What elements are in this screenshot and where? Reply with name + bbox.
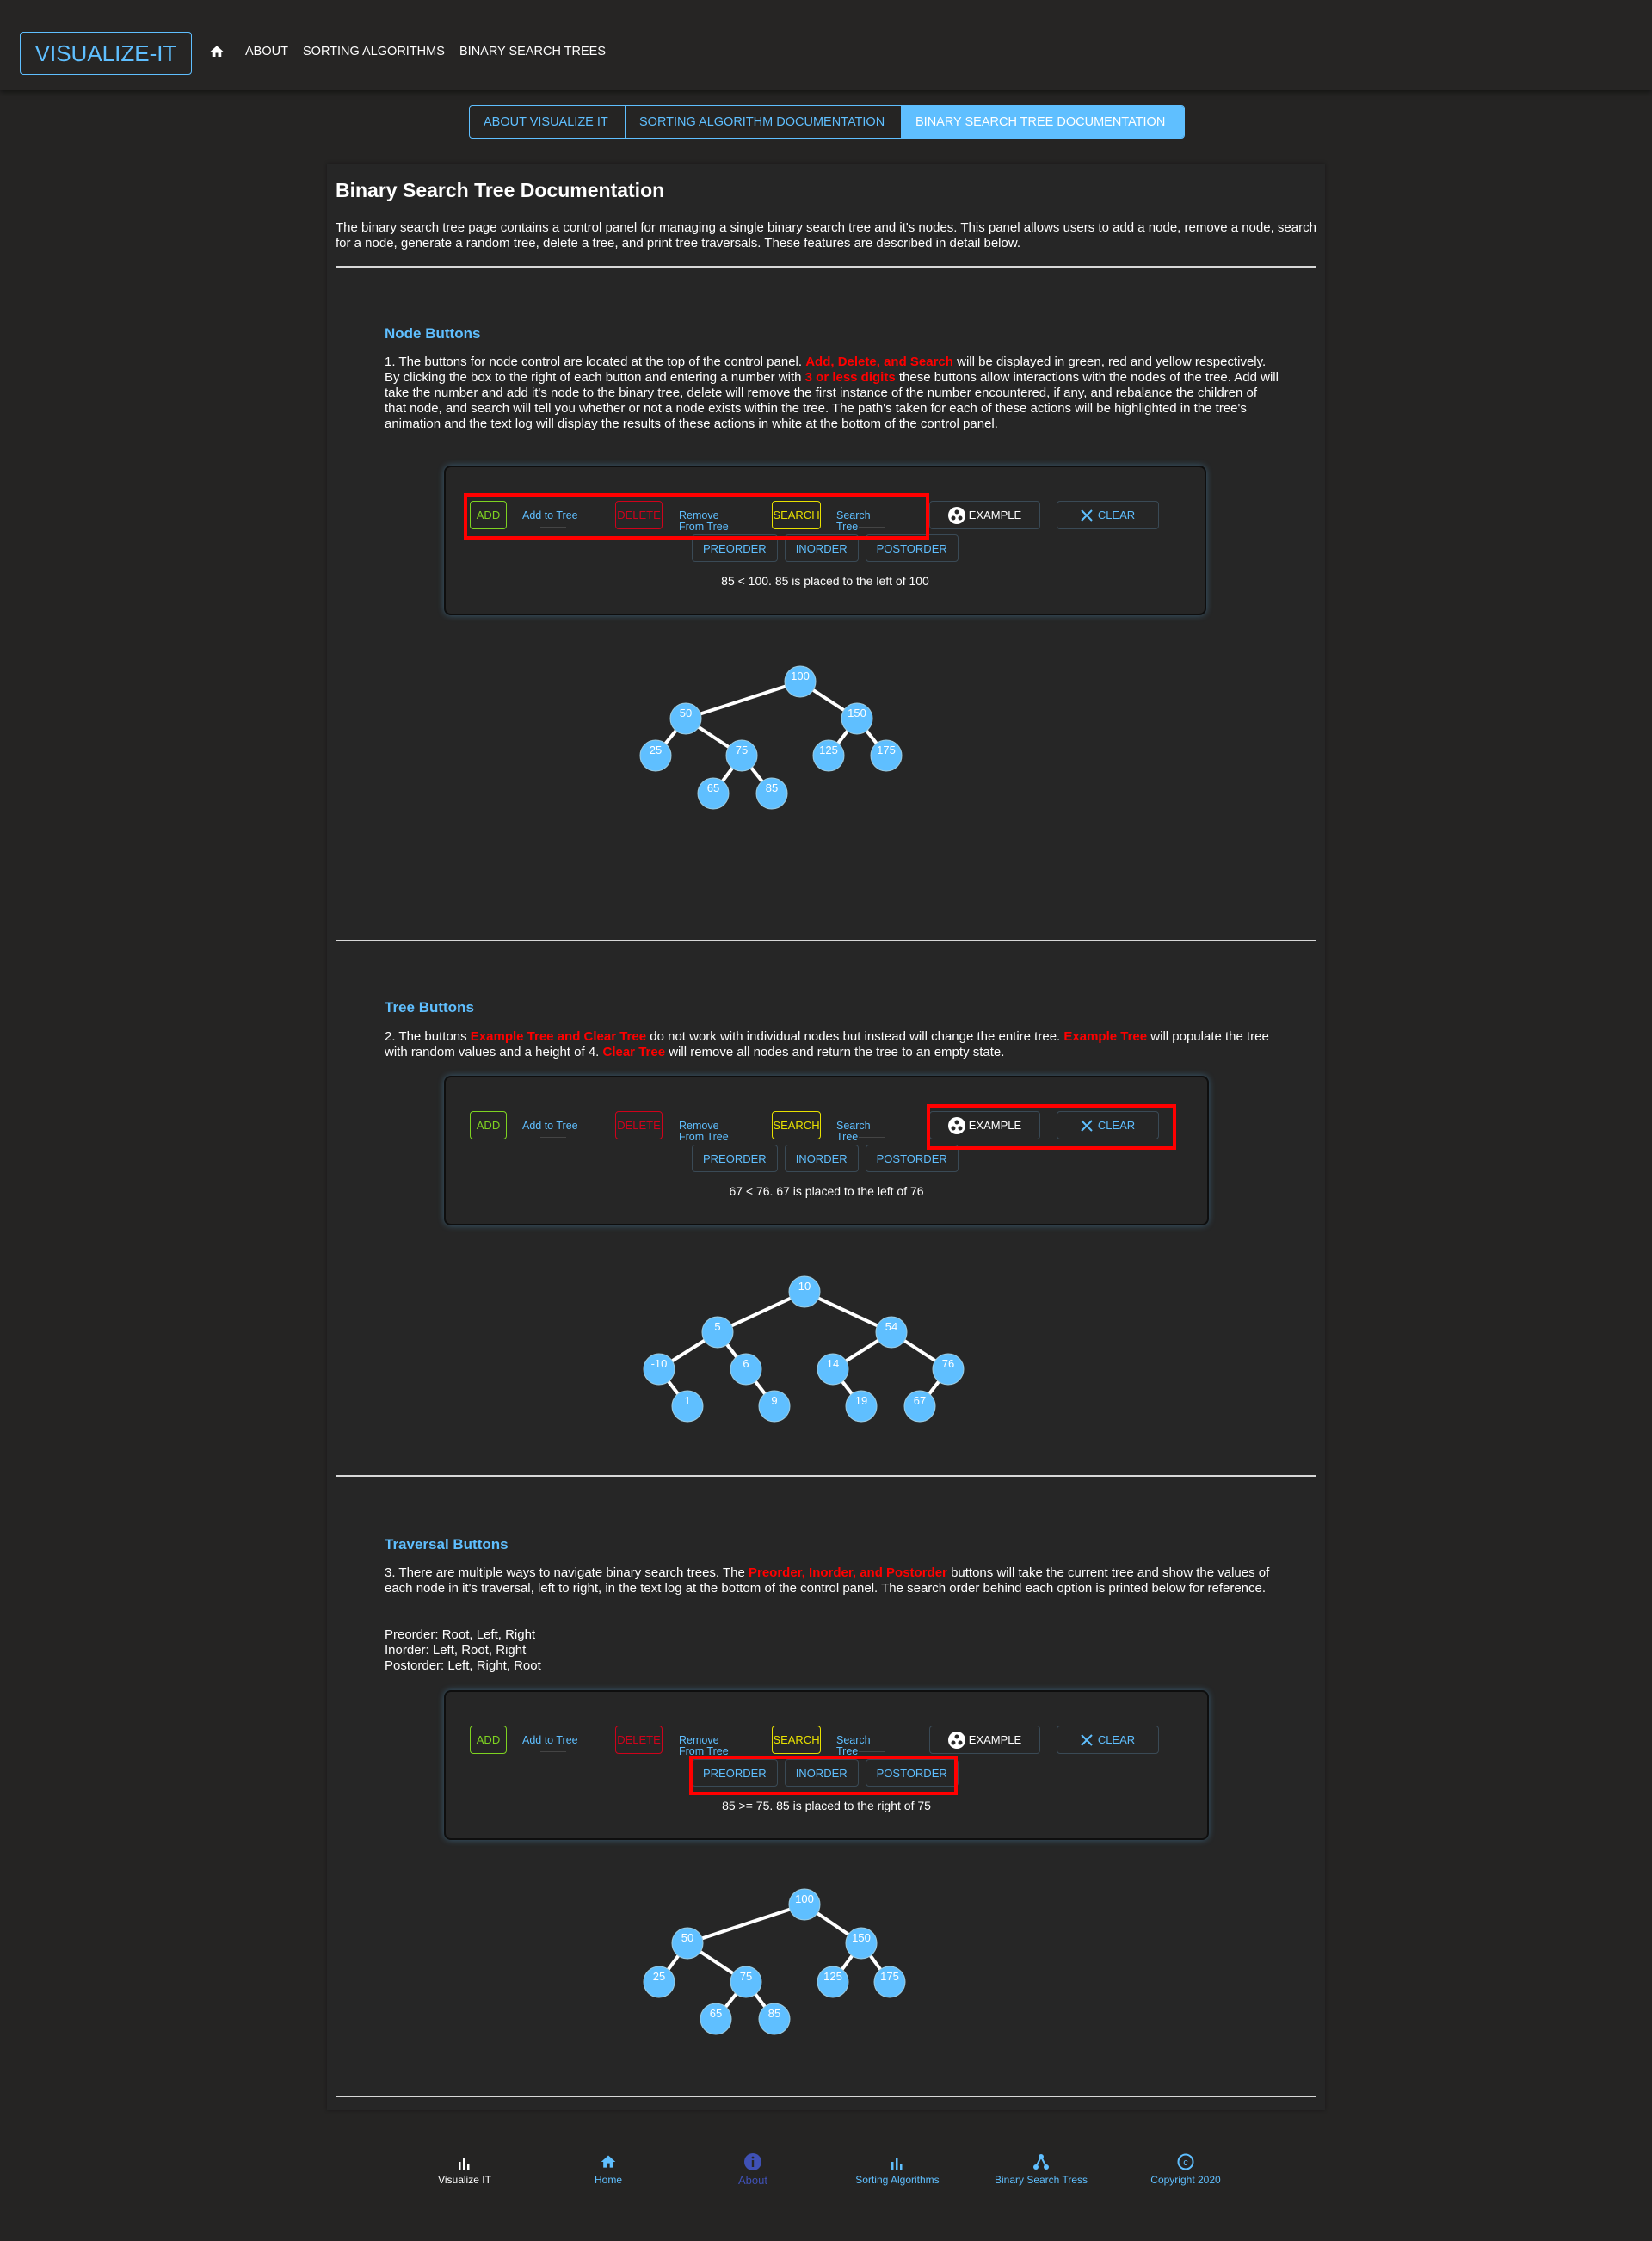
section-heading: Tree Buttons bbox=[385, 999, 474, 1016]
tree-node bbox=[702, 1317, 733, 1348]
tree-node bbox=[726, 740, 757, 771]
intro-text: The binary search tree page contains a control panel for managing a single binary search tree and it's nodes. This panel allows users to add a node, remove a node, search for a node, generate a random tree, delete a tree, and print tree traversals. These features are described in detail below. bbox=[336, 220, 1316, 250]
text: will remove all nodes and return the tree to an empty state. bbox=[665, 1045, 1005, 1059]
example-tree-icon bbox=[948, 1732, 965, 1749]
tree-node-label: 54 bbox=[885, 1320, 898, 1333]
tree-icon bbox=[964, 2151, 1119, 2170]
add-button[interactable]: ADD bbox=[470, 1111, 507, 1139]
tree-node bbox=[670, 703, 701, 734]
bar-chart-icon bbox=[387, 2151, 542, 2170]
tree-node bbox=[644, 1354, 675, 1385]
tree-node-label: 75 bbox=[739, 1970, 753, 1983]
clear-label: CLEAR bbox=[1097, 1733, 1136, 1746]
text: 2. The buttons bbox=[385, 1029, 471, 1044]
tree-node bbox=[785, 666, 816, 697]
tree-node bbox=[730, 1966, 761, 1997]
tree-edge bbox=[687, 1905, 804, 1943]
text: these buttons allow interactions with the nodes of the tree. Add will take the number and add it's node to the binary tree, delete will remove the first instance of the number encountered, if any, and rebalance the children of that node, and search will tell you whether or not a node exists within the tree. The path's taken for each of these actions will be highlighted in the tree's animation and the text log will display the results of these actions in white at the bottom of the control panel. bbox=[385, 370, 1279, 431]
delete-button[interactable]: DELETE bbox=[615, 1726, 663, 1754]
tree-node-label: -10 bbox=[650, 1357, 668, 1370]
nav-about[interactable]: ABOUT bbox=[245, 45, 288, 59]
delete-input-label[interactable]: Remove From Tree bbox=[679, 1120, 729, 1143]
example-label: EXAMPLE bbox=[968, 1733, 1022, 1746]
delete-button[interactable]: DELETE bbox=[615, 501, 663, 529]
clear-button[interactable] bbox=[1057, 1726, 1159, 1754]
text: buttons will take the current tree and show the values of each node in it's traversal, left to right, in the text log at the bottom of the control panel. The search order behind each option is printed below for reference. bbox=[385, 1565, 1270, 1596]
tree-node bbox=[841, 703, 872, 734]
tree-node-label: 85 bbox=[767, 2007, 781, 2020]
text: will be displayed in green, red and yellow respectively. By clicking the box to the right of each button and entering a number with bbox=[385, 355, 1267, 385]
tab-sorting-docs[interactable]: SORTING ALGORITHM DOCUMENTATION bbox=[626, 106, 902, 138]
tree-node bbox=[789, 1276, 820, 1307]
close-icon bbox=[1081, 1734, 1093, 1746]
info-icon bbox=[675, 2151, 830, 2170]
tree-node bbox=[846, 1391, 877, 1422]
search-button[interactable]: SEARCH bbox=[772, 1726, 821, 1754]
nav-binary-search-trees[interactable]: BINARY SEARCH TREES bbox=[459, 45, 607, 59]
tree-node-label: 10 bbox=[798, 1280, 811, 1293]
tab-about[interactable]: ABOUT VISUALIZE IT bbox=[470, 106, 626, 138]
highlight-text: Preorder, Inorder, and Postorder bbox=[749, 1565, 947, 1580]
tree-node-label: 100 bbox=[795, 1892, 814, 1905]
example-label: EXAMPLE bbox=[968, 509, 1022, 522]
tree-node-label: 175 bbox=[877, 744, 896, 756]
tree-node bbox=[876, 1317, 907, 1348]
tree-node bbox=[672, 1391, 703, 1422]
highlight-text: 3 or less digits bbox=[804, 370, 896, 385]
footer-copyright bbox=[1108, 2151, 1263, 2186]
tree-node-label: 76 bbox=[941, 1357, 955, 1370]
copyright-icon bbox=[1108, 2151, 1263, 2170]
tab-bst-docs[interactable]: BINARY SEARCH TREE DOCUMENTATION bbox=[902, 106, 1184, 138]
inorder-button[interactable]: INORDER bbox=[785, 1759, 859, 1787]
search-input-label[interactable]: Search Tree bbox=[836, 509, 871, 533]
tree-node-label: 125 bbox=[819, 744, 838, 756]
tree-node bbox=[789, 1889, 820, 1920]
example-label: EXAMPLE bbox=[968, 1119, 1022, 1132]
tree-node-label: 65 bbox=[709, 2007, 723, 2020]
footer-label: Binary Search Tress bbox=[994, 2174, 1088, 2186]
highlight-box bbox=[689, 1756, 958, 1795]
preorder-button[interactable]: PREORDER bbox=[692, 534, 778, 562]
tree-node-label: 67 bbox=[913, 1394, 927, 1407]
tree-node bbox=[730, 1354, 761, 1385]
example-button[interactable] bbox=[929, 1726, 1040, 1754]
tree-node-label: 6 bbox=[743, 1357, 749, 1370]
add-input[interactable] bbox=[540, 1751, 566, 1752]
tree-node-label: 9 bbox=[771, 1394, 778, 1407]
text-log: 67 < 76. 67 is placed to the left of 76 bbox=[729, 1184, 924, 1198]
page-title: Binary Search Tree Documentation bbox=[336, 179, 665, 201]
tree-edge bbox=[686, 682, 800, 719]
delete-button[interactable]: DELETE bbox=[615, 1111, 663, 1139]
inorder-text: Inorder: Left, Root, Right bbox=[385, 1643, 527, 1658]
tree-node bbox=[698, 778, 729, 809]
tree-node bbox=[756, 778, 787, 809]
preorder-button[interactable]: PREORDER bbox=[692, 1759, 778, 1787]
inorder-button[interactable]: INORDER bbox=[785, 1145, 859, 1172]
inorder-button[interactable]: INORDER bbox=[785, 534, 859, 562]
clear-label: CLEAR bbox=[1097, 1119, 1136, 1132]
tree-node-label: 5 bbox=[714, 1320, 721, 1333]
search-input-label[interactable]: Search Tree bbox=[836, 1734, 871, 1757]
delete-input-label[interactable]: Remove From Tree bbox=[679, 1734, 729, 1757]
footer-sorting[interactable] bbox=[820, 2151, 975, 2186]
footer-visualize-it[interactable] bbox=[387, 2151, 542, 2186]
traversal-orders bbox=[385, 1627, 1279, 1674]
tree-node-label: 85 bbox=[765, 781, 779, 794]
tree-node-label: 150 bbox=[852, 1931, 871, 1944]
text: 3. There are multiple ways to navigate binary search trees. The bbox=[385, 1565, 749, 1580]
bar-chart-icon bbox=[820, 2151, 975, 2170]
logo-button[interactable]: VISUALIZE-IT bbox=[20, 32, 192, 75]
add-input-label[interactable]: Add to Tree bbox=[522, 1120, 578, 1132]
tree-node-label: 19 bbox=[854, 1394, 868, 1407]
tree-node-label: 50 bbox=[681, 1931, 694, 1944]
control-panel bbox=[444, 1690, 1209, 1840]
postorder-button[interactable]: POSTORDER bbox=[866, 1759, 959, 1787]
section-heading: Node Buttons bbox=[385, 325, 481, 342]
section-heading: Traversal Buttons bbox=[385, 1536, 509, 1553]
tree-node-label: 150 bbox=[848, 707, 866, 719]
text: do not work with individual nodes but instead will change the entire tree. bbox=[646, 1029, 1064, 1044]
text: 1. The buttons for node control are located at the top of the control panel. bbox=[385, 355, 806, 369]
highlight-box bbox=[927, 1104, 1176, 1150]
tree-node-label: 25 bbox=[649, 744, 663, 756]
tree-node-label: 50 bbox=[679, 707, 693, 719]
footer-bst[interactable] bbox=[964, 2151, 1119, 2186]
tree-node-label: 65 bbox=[706, 781, 720, 794]
section-text bbox=[385, 1565, 1279, 1596]
home-icon bbox=[531, 2151, 686, 2170]
footer-label: About bbox=[738, 2174, 767, 2187]
tree-node bbox=[759, 1391, 790, 1422]
tree-node bbox=[644, 1966, 675, 1997]
footer-label: Visualize IT bbox=[438, 2174, 491, 2186]
tree-node-label: 125 bbox=[823, 1970, 842, 1983]
tree-node bbox=[933, 1354, 964, 1385]
add-button[interactable]: ADD bbox=[470, 1726, 507, 1754]
footer-about[interactable] bbox=[675, 2151, 830, 2187]
add-input[interactable] bbox=[540, 1137, 566, 1138]
add-button[interactable]: ADD bbox=[470, 501, 507, 529]
search-button[interactable]: SEARCH bbox=[772, 501, 821, 529]
traversal-buttons bbox=[692, 1145, 959, 1172]
tree-node-label: 25 bbox=[652, 1970, 666, 1983]
tree-node-label: 1 bbox=[684, 1394, 691, 1407]
tree-node bbox=[817, 1354, 848, 1385]
search-button[interactable]: SEARCH bbox=[772, 1111, 821, 1139]
tree-node bbox=[904, 1391, 935, 1422]
add-input-label[interactable]: Add to Tree bbox=[522, 509, 578, 522]
text: will populate the tree with random values and a height of 4. bbox=[385, 1029, 1269, 1059]
section-text bbox=[385, 1029, 1279, 1060]
postorder-button[interactable]: POSTORDER bbox=[866, 534, 959, 562]
tree-node-label: 175 bbox=[880, 1970, 899, 1983]
highlight-text: Clear Tree bbox=[602, 1045, 666, 1059]
tree-node bbox=[874, 1966, 905, 1997]
tree-node bbox=[700, 2003, 731, 2034]
divider bbox=[336, 2096, 1316, 2097]
footer-label: Home bbox=[594, 2174, 622, 2186]
footer-label: Copyright 2020 bbox=[1150, 2174, 1221, 2186]
tree-node bbox=[759, 2003, 790, 2034]
divider bbox=[336, 1475, 1316, 1477]
tree-node-label: 75 bbox=[735, 744, 749, 756]
highlight-text: Example Tree and Clear Tree bbox=[470, 1029, 647, 1044]
tree-node bbox=[813, 740, 844, 771]
postorder-button[interactable]: POSTORDER bbox=[866, 1145, 959, 1172]
text-log: 85 >= 75. 85 is placed to the right of 75 bbox=[722, 1799, 931, 1812]
delete-input-label[interactable]: Remove From Tree bbox=[679, 509, 729, 533]
tree-node bbox=[672, 1928, 703, 1959]
tree-node bbox=[871, 740, 902, 771]
tree-node bbox=[817, 1966, 848, 1997]
search-input[interactable] bbox=[859, 1137, 885, 1138]
search-input-label[interactable]: Search Tree bbox=[836, 1120, 871, 1143]
divider bbox=[336, 940, 1316, 941]
tree-node bbox=[846, 1928, 877, 1959]
control-panel bbox=[444, 1076, 1209, 1225]
nav-sorting-algorithms[interactable]: SORTING ALGORITHMS bbox=[303, 45, 445, 59]
clear-label: CLEAR bbox=[1097, 509, 1136, 522]
tree-node bbox=[640, 740, 671, 771]
footer-home[interactable] bbox=[531, 2151, 686, 2186]
preorder-text: Preorder: Root, Left, Right bbox=[385, 1627, 536, 1642]
preorder-button[interactable]: PREORDER bbox=[692, 1145, 778, 1172]
postorder-text: Postorder: Left, Right, Root bbox=[385, 1658, 541, 1673]
tree-node-label: 100 bbox=[791, 670, 810, 682]
add-input-label[interactable]: Add to Tree bbox=[522, 1734, 578, 1746]
tree-node-label: 14 bbox=[826, 1357, 840, 1370]
search-input[interactable] bbox=[859, 1751, 885, 1752]
footer-label: Sorting Algorithms bbox=[855, 2174, 940, 2186]
highlight-text: Add, Delete, and Search bbox=[805, 355, 953, 369]
text-log: 85 < 100. 85 is placed to the left of 100 bbox=[721, 574, 929, 588]
svg-text:c: c bbox=[1183, 2158, 1188, 2168]
highlight-text: Example Tree bbox=[1063, 1029, 1148, 1044]
